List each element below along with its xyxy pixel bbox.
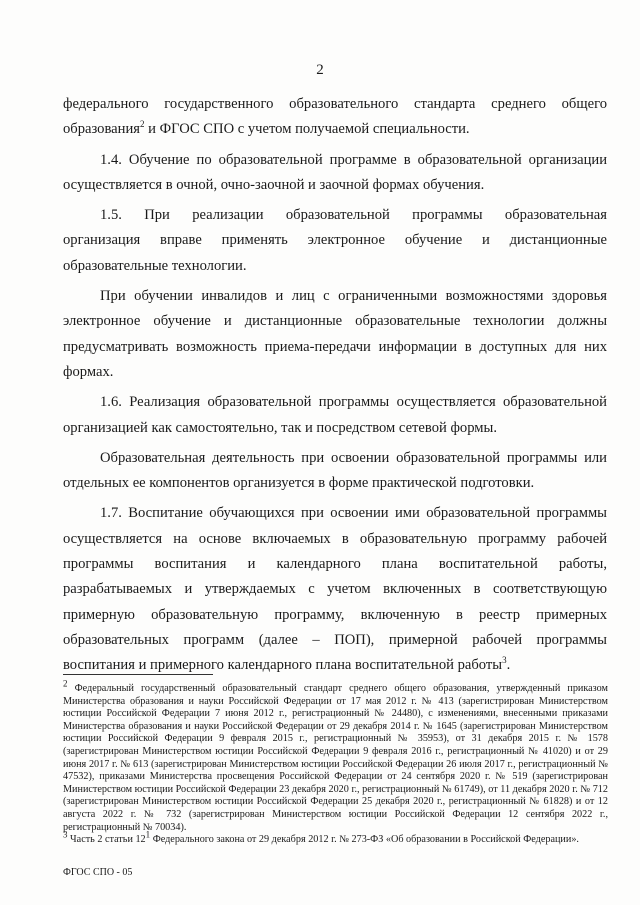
text-line	[63, 284, 607, 309]
footnote-separator	[63, 674, 213, 675]
text-line	[63, 148, 607, 173]
text-line-content: программы воспитания и календарного плана воспитательной работы,	[63, 556, 607, 573]
text-line	[63, 446, 607, 471]
text-line	[63, 527, 607, 552]
form-code: ФГОС СПО - 05	[63, 867, 133, 878]
text-line	[63, 309, 607, 334]
text-line-content: 1.4. Обучение по образовательной программе в образовательной организации	[100, 151, 607, 168]
footnote-ref: 2	[139, 119, 145, 130]
text-line-content: Образовательная деятельность при освоении образовательной программы или	[100, 449, 607, 466]
text-line-content: разрабатываемых и утверждаемых с учетом включенных в соответствующую	[63, 581, 607, 598]
footnote-ref: 3	[502, 655, 507, 666]
text-line	[63, 117, 607, 142]
text-line-tail: .	[506, 657, 511, 674]
text-line-content: образовательных программ (далее – ПОП), примерной рабочей программы	[63, 631, 607, 648]
text-line	[63, 552, 607, 577]
footnote	[63, 678, 608, 834]
text-line	[63, 92, 607, 117]
footnote-number: 3	[63, 829, 68, 840]
footnote-number: 2	[63, 678, 68, 689]
text-line-content: воспитания и примерного календарного плана воспитательной работы	[63, 657, 503, 674]
text-line-tail: и ФГОС СПО с учетом получаемой специальности.	[144, 121, 470, 138]
text-line	[63, 577, 607, 602]
text-line-content: 1.6. Реализация образовательной программы осуществляется образовательной	[100, 394, 607, 411]
page-number: 2	[316, 62, 324, 78]
footnote-text-tail: Федерального закона от 29 декабря 2012 г. № 273-ФЗ «Об образовании в Российской Федерации».	[150, 834, 579, 846]
text-line-content: электронное обучение и дистанционные образовательные технологии должны	[63, 313, 607, 330]
text-line	[63, 173, 607, 198]
text-line	[63, 360, 607, 385]
text-line-content: организацией как самостоятельно, так и посредством сетевой формы.	[63, 419, 497, 436]
text-line-content: отдельных ее компонентов организуется в форме практической подготовки.	[63, 475, 535, 492]
body-text	[63, 92, 607, 679]
footnote-text: Федеральный государственный образовательный стандарт среднего общего образования, утвержденный приказом Министерства образования и науки Российской Федерации от 17 мая 2012 г. № 413 (зарегистрирован Министерством юстиции Российской Федерации 7 июня 2012 г., регистрационный № 24480), с изменениями, внесенными приказами Министерства образования и науки Российской Федерации от 29 декабря 2014 г. № 1645 (зарегистрирован Министерством юстиции Российской Федерации 9 февраля 2015 г., регистрационный № 35953), от 31 декабря 2015 г. № 1578 (зарегистрирован Министерством юстиции Российской Федерации 9 февраля 2016 г., регистрационный № 41020) и от 29 июня 2017 г. № 613 (зарегистрирован Министерством юстиции Российской Федерации 26 июля 2017 г., регистрационный № 47532), приказами Министерства просвещения Российской Федерации от 24 сентября 2020 г. № 519 (зарегистрирован Министерством юстиции Российской Федерации 23 декабря 2020 г., регистрационный № 61749), от 11 декабря 2020 г. № 712 (зарегистрирован Министерством юстиции Российской Федерации 25 декабря 2020 г., регистрационный № 61828) и от 12 августа 2022 г. № 732 (зарегистрирован Министерством юстиции Российской Федерации 12 сентября 2022 г., регистрационный № 70034).	[63, 683, 608, 833]
text-line-content: организация вправе применять электронное обучение и дистанционные	[63, 232, 607, 249]
text-line	[63, 390, 607, 415]
text-line	[63, 628, 607, 653]
text-line	[63, 203, 607, 228]
text-line	[63, 228, 607, 253]
text-line-content: 1.7. Воспитание обучающихся при освоении ими образовательной программы	[100, 505, 607, 522]
footnote	[63, 829, 608, 847]
text-line	[63, 471, 607, 496]
footnote-inline-sup: 1	[145, 829, 151, 840]
footnotes	[63, 678, 608, 847]
text-line-content: образования	[63, 121, 140, 138]
text-line	[63, 335, 607, 360]
text-line	[63, 254, 607, 279]
text-line-content: При обучении инвалидов и лиц с ограниченными возможностями здоровья	[100, 288, 607, 305]
text-line-content: федерального государственного образовательного стандарта среднего общего	[63, 96, 607, 112]
text-line-content: образовательные технологии.	[63, 257, 247, 274]
text-line-content: предусматривать возможность приема-передачи информации в доступных для них	[63, 338, 607, 355]
text-line-content: осуществляется на основе включаемых в образовательную программу рабочей	[63, 530, 607, 547]
text-line-content: формах.	[63, 363, 114, 380]
text-line-content: осуществляется в очной, очно-заочной и заочной формах обучения.	[63, 176, 485, 193]
text-line	[63, 501, 607, 526]
text-line	[63, 603, 607, 628]
text-line-content: 1.5. При реализации образовательной программы образовательная	[100, 207, 607, 224]
text-line	[63, 416, 607, 441]
text-line-content: примерную образовательную программу, включенную в реестр примерных	[63, 606, 607, 623]
footnote-text: Часть 2 статьи 12	[67, 834, 146, 846]
